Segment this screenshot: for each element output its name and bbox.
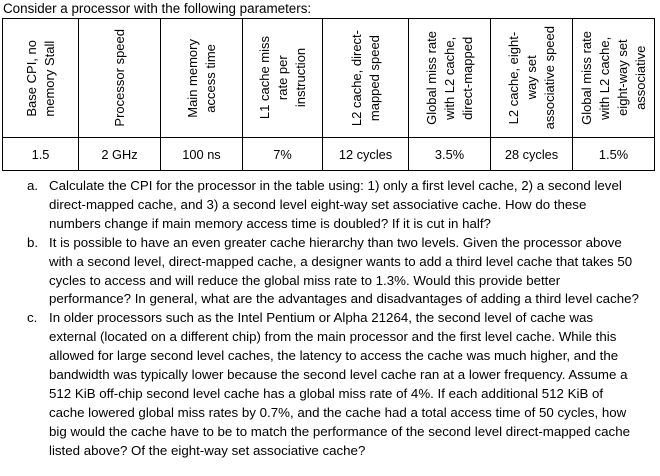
header-cell	[3, 19, 79, 138]
header-l2-8way-speed: L2 cache, eight- way set associative speed	[505, 26, 557, 130]
question-c	[0, 309, 640, 460]
value-main-memory-access: 100 ns	[161, 138, 243, 171]
header-cell	[79, 19, 161, 138]
header-cell	[573, 19, 655, 138]
value-l2-8way-speed: 28 cycles	[491, 138, 573, 171]
header-l2-direct-speed: L2 cache, direct- mapped speed	[348, 29, 382, 127]
table-value-row	[3, 138, 655, 171]
header-main-memory-access: Main memory access time	[184, 38, 218, 118]
header-global-miss-8way: Global miss rate with L2 cache, eight-way set associative	[578, 31, 648, 125]
question-text: In older processors such as the Intel Pentium or Alpha 21264, the second level of cache was external (located on a different chip) from the main processor and the first level cache. While this allowed for large second level caches, the latency to access the cache was much higher, and the bandwidth was typically lower because the second level cache ran at a lower frequency. Assume a 512 KiB off-chip second level cache has a global miss rate of 4%. If each additional 512 KiB of cache lowered global miss rates by 0.7%, and the cache had a total access time of 50 cycles, how big would the cache have to be to match the performance of the second level direct-mapped cache listed above? Of the eight-way set associative cache?	[49, 310, 630, 458]
question-a	[0, 177, 640, 234]
value-global-miss-8way: 1.5%	[573, 138, 655, 171]
question-marker: b.	[27, 234, 39, 250]
value-global-miss-direct: 3.5%	[409, 138, 491, 171]
question-marker: a.	[27, 178, 39, 193]
value-l2-direct-speed: 12 cycles	[323, 138, 409, 171]
header-l1-miss-rate: L1 cache miss rate per instruction	[256, 36, 308, 120]
header-global-miss-direct: Global miss rate with L2 cache, direct-mapped	[423, 31, 475, 125]
question-marker: c.	[27, 310, 38, 326]
value-l1-miss-rate: 7%	[243, 138, 323, 171]
parameters-table	[2, 18, 655, 171]
header-processor-speed: Processor speed	[111, 29, 127, 127]
value-base-cpi: 1.5	[3, 138, 79, 171]
value-processor-speed: 2 GHz	[79, 138, 161, 171]
header-cell	[491, 19, 573, 138]
question-list	[0, 177, 640, 461]
intro-text: Consider a processor with the following parameters:	[3, 1, 312, 16]
question-text: Calculate the CPI for the processor in the table using: 1) only a first level cache, 2) a second level direct-mapped cache, and 3) a second level eight-way set associative cache. How do these numbers change if main memory access time is doubled? If it is cut in half?	[49, 178, 622, 231]
header-cell	[323, 19, 409, 138]
header-cell	[409, 19, 491, 138]
table-header-row	[3, 19, 655, 138]
question-text: It is possible to have an even greater cache hierarchy than two levels. Given the processor above with a second level, direct-mapped cache, a designer wants to add a third level cache that takes 50 cycles to access and will reduce the global miss rate to 1.3%. Would this provide better performance? In general, what are the advantages and disadvantages of adding a third level cache?	[49, 234, 639, 307]
header-cell	[243, 19, 323, 138]
question-b	[0, 234, 640, 310]
header-cell	[161, 19, 243, 138]
header-base-cpi: Base CPI, no memory Stall	[23, 39, 57, 117]
